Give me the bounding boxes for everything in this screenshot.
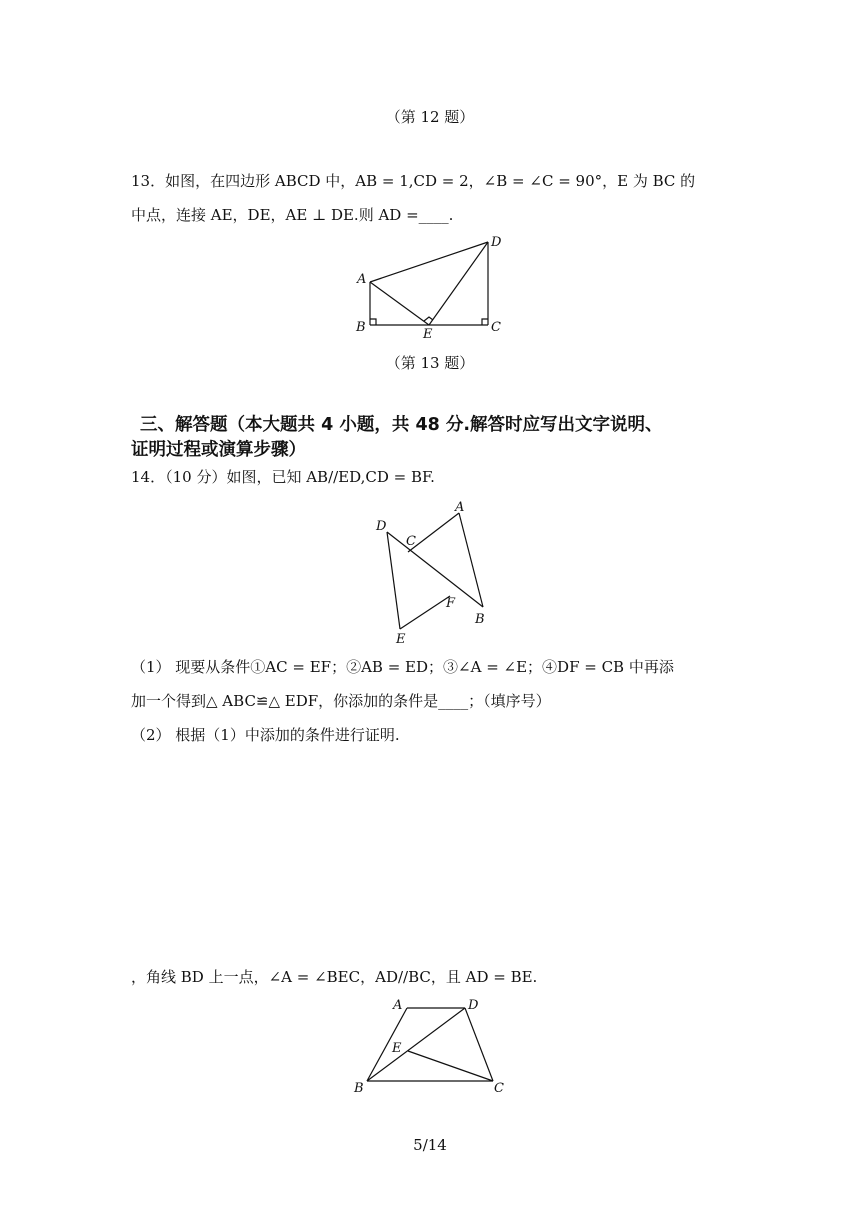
q15-stem: ，角线 BD 上一点，∠A = ∠BEC，AD//BC，且 AD = BE. (131, 968, 538, 986)
q15-label-b: B (354, 1081, 364, 1096)
q14-part2: （2） 根据（1）中添加的条件进行证明. (131, 726, 400, 744)
q14-segment-ef (400, 596, 450, 629)
q14-stem: 14．（10 分）如图，已知 AB//ED,CD = BF. (131, 468, 435, 486)
q15-segment-ec (408, 1051, 493, 1081)
q13-label-e: E (423, 327, 433, 342)
q13-label-b: B (356, 320, 366, 335)
q13-segment-ae (370, 282, 429, 325)
section-heading-line1: 三、解答题（本大题共 4 小题，共 48 分.解答时应写出文字说明、 (140, 415, 663, 435)
q14-label-c: C (406, 534, 416, 549)
q14-label-d: D (376, 519, 387, 534)
q14-segment-ab (459, 513, 483, 607)
q13-right-angle-b (370, 319, 376, 325)
q13-text-line2: 中点，连接 AE，DE，AE ⊥ DE.则 AD =____. (131, 206, 454, 224)
q13-label-a: A (357, 272, 367, 287)
q14-label-f: F (446, 596, 456, 611)
q14-part1-line2: 加一个得到△ ABC≌△ EDF，你添加的条件是____；（填序号） (131, 692, 551, 710)
figure-caption-q12: （第 12 题） (385, 108, 475, 126)
q15-segment-dc (465, 1008, 493, 1081)
q14-label-a: A (455, 500, 465, 515)
q13-segment-de (429, 242, 488, 325)
q14-segment-db (387, 532, 483, 607)
q14-label-e: E (396, 632, 406, 647)
q13-text-line1: 13．如图，在四边形 ABCD 中，AB = 1,CD = 2，∠B = ∠C = 90°，E 为 BC 的 (131, 172, 696, 190)
q13-label-d: D (491, 235, 502, 250)
figure-caption-q13: （第 13 题） (385, 354, 475, 372)
section-heading-line2: 证明过程或演算步骤） (131, 440, 306, 460)
q14-label-b: B (475, 612, 485, 627)
q15-figure (348, 995, 518, 1100)
q13-segment-ad (370, 242, 488, 282)
q13-right-angle-c (482, 319, 488, 325)
q15-label-e: E (392, 1041, 402, 1056)
q13-figure (350, 230, 510, 345)
q15-label-c: C (494, 1081, 504, 1096)
q14-part1-line1: （1） 现要从条件①AC = EF；②AB = ED；③∠A = ∠E；④DF = CB 中再添 (131, 658, 674, 676)
page-number: 5/14 (413, 1136, 447, 1154)
q15-label-a: A (393, 998, 403, 1013)
q14-figure (365, 495, 505, 650)
q15-segment-bd (367, 1008, 465, 1081)
q13-label-c: C (491, 320, 501, 335)
q14-segment-de (387, 532, 400, 629)
q15-label-d: D (468, 998, 479, 1013)
